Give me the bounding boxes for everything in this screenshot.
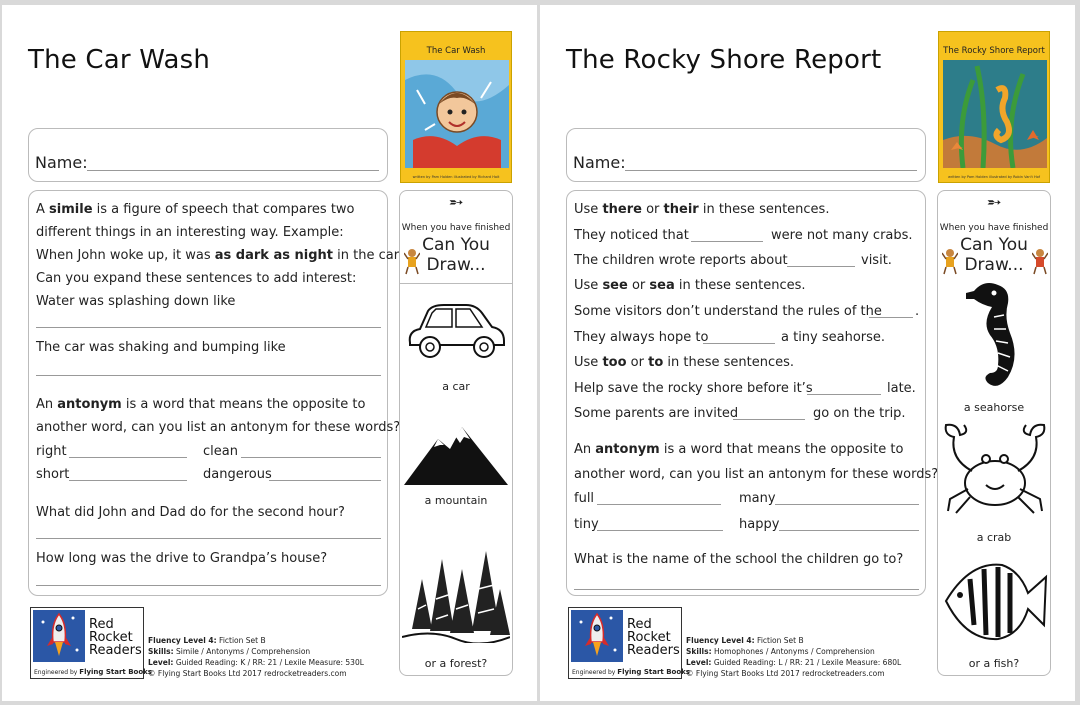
antonym-instruction: another word, can you list an antonym for these words? <box>574 467 939 482</box>
worksheet-page-car-wash <box>2 5 537 701</box>
red-rocket-readers-logo <box>30 607 152 679</box>
instruction-see-sea: Use see or sea in these sentences. <box>574 278 806 293</box>
page-title: The Car Wash <box>28 45 211 75</box>
caption-car: a car <box>442 380 470 393</box>
sentence-visitors: Some visitors don’t understand the rules of the <box>574 304 882 319</box>
simile-definition-cont: different things in an interesting way. Example: <box>36 225 344 240</box>
sentence-noticed-end: were not many crabs. <box>771 228 913 243</box>
sentence-hope-end: a tiny seahorse. <box>781 330 886 345</box>
when-finished-label: When you have finished <box>401 223 511 233</box>
caption-forest: or a forest? <box>424 657 488 670</box>
arrow-right-icon: ➵ <box>986 192 1002 213</box>
antonym-definition: An antonym is a word that means the opposite to <box>36 397 366 412</box>
blank-hope[interactable] <box>703 343 775 344</box>
caption-mountain: a mountain <box>424 494 488 507</box>
prompt-car-shaking: The car was shaking and bumping like <box>36 340 286 355</box>
name-box <box>28 128 388 182</box>
questions-box <box>566 190 939 596</box>
answer-line-dangerous[interactable] <box>269 480 381 481</box>
instruction-too-to: Use too or to in these sentences. <box>574 355 795 370</box>
divider <box>400 283 512 284</box>
seahorse-icon <box>964 277 1026 395</box>
sentence-hope: They always hope to <box>574 330 709 345</box>
word-many: many <box>739 491 776 506</box>
caption-crab: a crab <box>976 531 1012 544</box>
sentence-save: Help save the rocky shore before it’s <box>574 381 813 396</box>
can-you-draw-heading: Can You Draw... <box>422 235 490 275</box>
name-line[interactable] <box>625 170 917 171</box>
word-full: full <box>574 491 595 506</box>
rocket-icon <box>571 610 623 662</box>
blank-noticed[interactable] <box>691 241 763 242</box>
answer-line-water[interactable] <box>36 327 381 328</box>
book-cover-rocky-shore <box>938 31 1050 183</box>
answer-line-right[interactable] <box>69 457 187 458</box>
cover-credit: written by Pam Holden illustrated by Richard Hoit <box>412 174 500 179</box>
blank-parents[interactable] <box>733 419 805 420</box>
question-second-hour: What did John and Dad do for the second hour? <box>36 505 345 520</box>
word-tiny: tiny <box>574 517 599 532</box>
forest-icon <box>402 539 510 643</box>
logo-wordmark: Red Rocket Readers <box>89 617 142 658</box>
word-right: right <box>36 444 67 459</box>
antonym-instruction: another word, can you list an antonym for these words? <box>36 420 401 435</box>
sentence-parents: Some parents are invited <box>574 406 739 421</box>
can-you-draw-panel <box>937 190 1051 676</box>
cover-illustration <box>943 60 1047 168</box>
answer-line-full[interactable] <box>597 504 721 505</box>
answer-line-school[interactable] <box>574 589 919 590</box>
book-cover-car-wash <box>400 31 512 183</box>
footer <box>30 607 390 683</box>
question-school: What is the name of the school the children go to? <box>574 552 904 567</box>
logo-engineered-by: Engineered by Flying Start Books <box>34 668 152 676</box>
sentence-reports: The children wrote reports about <box>574 253 788 268</box>
logo-engineered-by: Engineered by Flying Start Books <box>572 668 690 676</box>
cover-title: The Car Wash <box>426 46 486 56</box>
footer-info: Fluency Level 4: Fiction Set B Skills: Simile / Antonyms / Comprehension Level: Guided Reading: K / RR: 21 / Lexile Measure: 530L © Flying Start Books Ltd 2017 redrocketreaders.com <box>148 636 364 678</box>
sentence-save-end: late. <box>887 381 916 396</box>
answer-line-clean[interactable] <box>241 457 381 458</box>
sentence-reports-end: visit. <box>861 253 892 268</box>
name-label: Name: <box>573 153 626 172</box>
sentence-parents-end: go on the trip. <box>813 406 906 421</box>
simile-example: When John woke up, it was as dark as night in the car <box>36 248 400 263</box>
name-line[interactable] <box>87 170 379 171</box>
caption-fish: or a fish? <box>968 657 1020 670</box>
when-finished-label: When you have finished <box>939 223 1049 233</box>
name-label: Name: <box>35 153 88 172</box>
caption-seahorse: a seahorse <box>963 401 1025 414</box>
answer-line-many[interactable] <box>775 504 919 505</box>
worksheet-page-rocky-shore <box>540 5 1075 701</box>
answer-line-short[interactable] <box>69 480 187 481</box>
blank-save[interactable] <box>807 394 881 395</box>
can-you-draw-panel <box>399 190 513 676</box>
expand-instruction: Can you expand these sentences to add interest: <box>36 271 357 286</box>
instruction-there-their: Use there or their in these sentences. <box>574 202 830 217</box>
fish-icon <box>940 555 1050 647</box>
answer-line-happy[interactable] <box>779 530 919 531</box>
question-drive: How long was the drive to Grandpa’s house? <box>36 551 328 566</box>
questions-box <box>28 190 401 596</box>
footer <box>568 607 928 683</box>
logo-wordmark: Red Rocket Readers <box>627 617 680 658</box>
simile-definition: A simile is a figure of speech that compares two <box>36 202 355 217</box>
answer-line-second-hour[interactable] <box>36 538 381 539</box>
answer-line-drive[interactable] <box>36 585 381 586</box>
answer-line-tiny[interactable] <box>597 530 723 531</box>
footer-info: Fluency Level 4: Fiction Set B Skills: Homophones / Antonyms / Comprehension Level: Guided Reading: L / RR: 21 / Lexile Measure: 680L © Flying Start Books Ltd 2017 redrocketreaders.com <box>686 636 902 678</box>
cover-title: The Rocky Shore Report <box>943 46 1045 56</box>
can-you-draw-heading: Can You Draw... <box>960 235 1028 275</box>
blank-reports[interactable] <box>787 266 855 267</box>
red-rocket-readers-logo <box>568 607 690 679</box>
page-title: The Rocky Shore Report <box>566 45 882 75</box>
prompt-water: Water was splashing down like <box>36 294 236 309</box>
blank-visitors[interactable] <box>869 317 913 318</box>
sentence-noticed: They noticed that <box>574 228 689 243</box>
word-short: short <box>36 467 70 482</box>
cover-credit: written by Pam Holden illustrated by Robin Van't Hof <box>947 174 1041 179</box>
word-clean: clean <box>203 444 238 459</box>
car-icon <box>404 301 508 361</box>
arrow-right-icon: ➵ <box>448 192 464 213</box>
cover-illustration <box>405 60 509 168</box>
name-box <box>566 128 926 182</box>
word-dangerous: dangerous <box>203 467 272 482</box>
answer-line-car-shaking[interactable] <box>36 375 381 376</box>
antonym-definition: An antonym is a word that means the opposite to <box>574 442 904 457</box>
crab-icon <box>940 419 1050 527</box>
sentence-visitors-end: . <box>915 304 920 319</box>
word-happy: happy <box>739 517 780 532</box>
rocket-icon <box>33 610 85 662</box>
mountain-icon <box>404 421 508 489</box>
